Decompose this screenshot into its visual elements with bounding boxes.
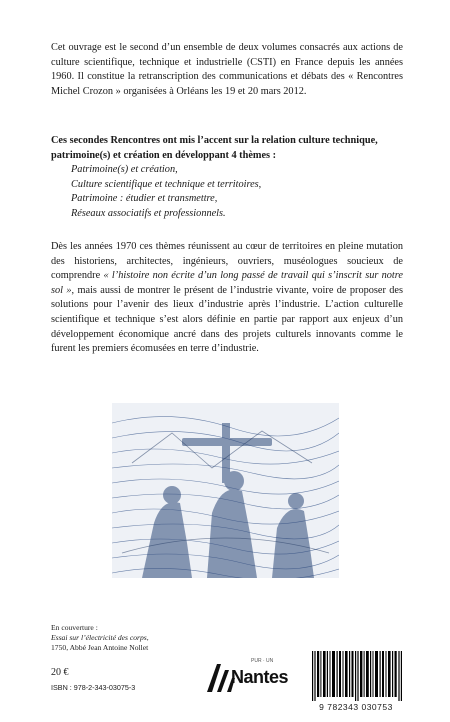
themes-section bbox=[51, 134, 411, 222]
cover-engraving-image bbox=[112, 403, 339, 578]
body-paragraph bbox=[51, 240, 403, 357]
barcode-icon bbox=[312, 651, 404, 701]
themes-lead: Ces secondes Rencontres ont mis l’accent sur la relation culture technique, patrimoine(s) et création en développant 4 thèmes : bbox=[51, 135, 378, 161]
theme-item: Réseaux associatifs et professionnels. bbox=[71, 207, 226, 219]
credit-heading: En couverture : bbox=[51, 623, 98, 632]
themes-list bbox=[51, 163, 411, 221]
credit-author: 1750, Abbé Jean Antoine Nollet bbox=[51, 643, 149, 653]
barcode-digits: 9 782343 030753 bbox=[319, 702, 393, 712]
credit-title: Essai sur l’électricité des corps, bbox=[51, 633, 149, 643]
publisher-logo bbox=[205, 656, 289, 694]
intro-paragraph: Cet ouvrage est le second d’un ensemble de deux volumes consacrés aux actions de culture scientifique, technique et industrielle (CSTI) en France depuis les années 1960. Il constitue la retranscription des communications et débats des « Rencontres Michel Crozon » organisées à Orléans les 19 et 20 mars 2012. bbox=[51, 42, 403, 97]
body-quote: « l’histoire non écrite d’un long passé de travail qui s’inscrit sur notre sol » bbox=[51, 270, 403, 296]
price: 20 € bbox=[51, 667, 69, 678]
theme-item: Patrimoine : étudier et transmettre, bbox=[71, 193, 218, 205]
body-text-start: Dès les années 1970 ces thèmes réunissent au cœur de territoires en pleine mutation des historiens, architectes, ingénieurs, ouvriers, muséologues soucieux de comprendre bbox=[51, 241, 403, 282]
publisher-wordmark: Nantes bbox=[231, 667, 289, 687]
theme-item: Culture scientifique et technique et territoires, bbox=[71, 178, 262, 190]
isbn: ISBN : 978-2-343-03075-3 bbox=[51, 683, 136, 692]
cover-credit bbox=[51, 623, 201, 654]
publisher-tagline: PUR · UN bbox=[251, 658, 274, 664]
theme-item: Patrimoine(s) et création, bbox=[71, 164, 178, 176]
body-text-end: , mais aussi de montrer le présent de l’industrie vivante, voire de proposer des solutions pour l’avenir des lieux d’industrie après l’industrie. L’action culturelle scientifique et technique s’est alors définie en partie par rapport aux enjeux d’un développement économique ancré dans des projets culturels innovants comme le furent les premiers écomusées en terre d’industrie. bbox=[51, 284, 403, 355]
